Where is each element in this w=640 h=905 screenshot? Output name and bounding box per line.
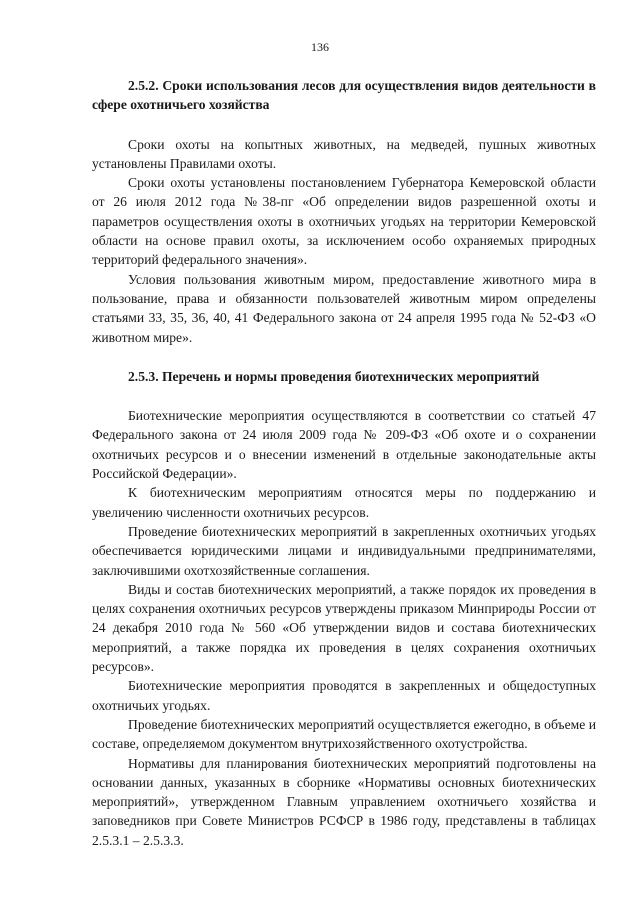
page-content (92, 76, 596, 850)
spacer (92, 347, 596, 367)
paragraph: Виды и состав биотехнических мероприятий, а также порядок их проведения в целях сохранения охотничьих ресурсов утверждены приказом Минприроды России от 24 декабря 2010 года № 560 «Об утверждении видов и состава биотехнических мероприятий, а также порядка их проведения в целях сохранения охотничьих ресурсов». (92, 581, 596, 675)
paragraph: Сроки охоты на копытных животных, на медведей, пушных животных установлены Правилами охоты. (92, 136, 596, 171)
paragraph: Биотехнические мероприятия проводятся в закрепленных и общедоступных охотничьих угодьях. (92, 678, 596, 713)
paragraph: Сроки охоты установлены постановлением Губернатора Кемеровской области от 26 июля 2012 года №38-пг «Об определении видов разрешенной охоты и параметров осуществления охоты в охотничьих угодьях на территории Кемеровской области на основе правил охоты, за исключением особо охраняемых природных территорий федерального значения». (92, 175, 596, 268)
paragraph: Проведение биотехнических мероприятий осуществляется ежегодно, в объеме и составе, определяемом документом внутрихозяйственного охотустройства. (92, 716, 596, 752)
section-heading-2-5-2: 2.5.2. Сроки использования лесов для осуществления видов деятельности в сфере охотничьего хозяйства (92, 78, 596, 113)
paragraph: К биотехническим мероприятиям относятся меры по поддержанию и увеличению численности охотничьих ресурсов. (92, 485, 596, 520)
paragraph: Биотехнические мероприятия осуществляются в соответствии со статьей 47 Федерального закона от 24 июля 2009 года № 209-ФЗ «Об охоте и о сохранении охотничьих ресурсов и о внесении изменений в отдельные законодательные акты Российской Федерации». (92, 408, 596, 482)
paragraph: Нормативы для планирования биотехнических мероприятий подготовлены на основании данных, указанных в сборнике «Нормативы основных биотехнических мероприятий», утвержденном Главным управлением охотничьего хозяйства и заповедников при Совете Министров РСФСР в 1986 году, представлены в таблицах 2.5.3.1 – 2.5.3.3. (92, 755, 596, 848)
paragraph: Проведение биотехнических мероприятий в закрепленных охотничьих угодьях обеспечивается юридическими лицами и индивидуальными предпринимателями, заключившими охотхозяйственные соглашения. (92, 523, 596, 578)
spacer (92, 386, 596, 406)
page-number: 136 (311, 40, 329, 54)
spacer (92, 115, 596, 135)
section-heading-2-5-3: 2.5.3. Перечень и нормы проведения биотехнических мероприятий (128, 368, 540, 384)
paragraph: Условия пользования животным миром, предоставление животного мира в пользование, права и обязанности пользователей животным миром определены статьями 33, 35, 36, 40, 41 Федерального закона от 24 апреля 1995 года № 52-ФЗ «О животном мире». (92, 271, 596, 345)
